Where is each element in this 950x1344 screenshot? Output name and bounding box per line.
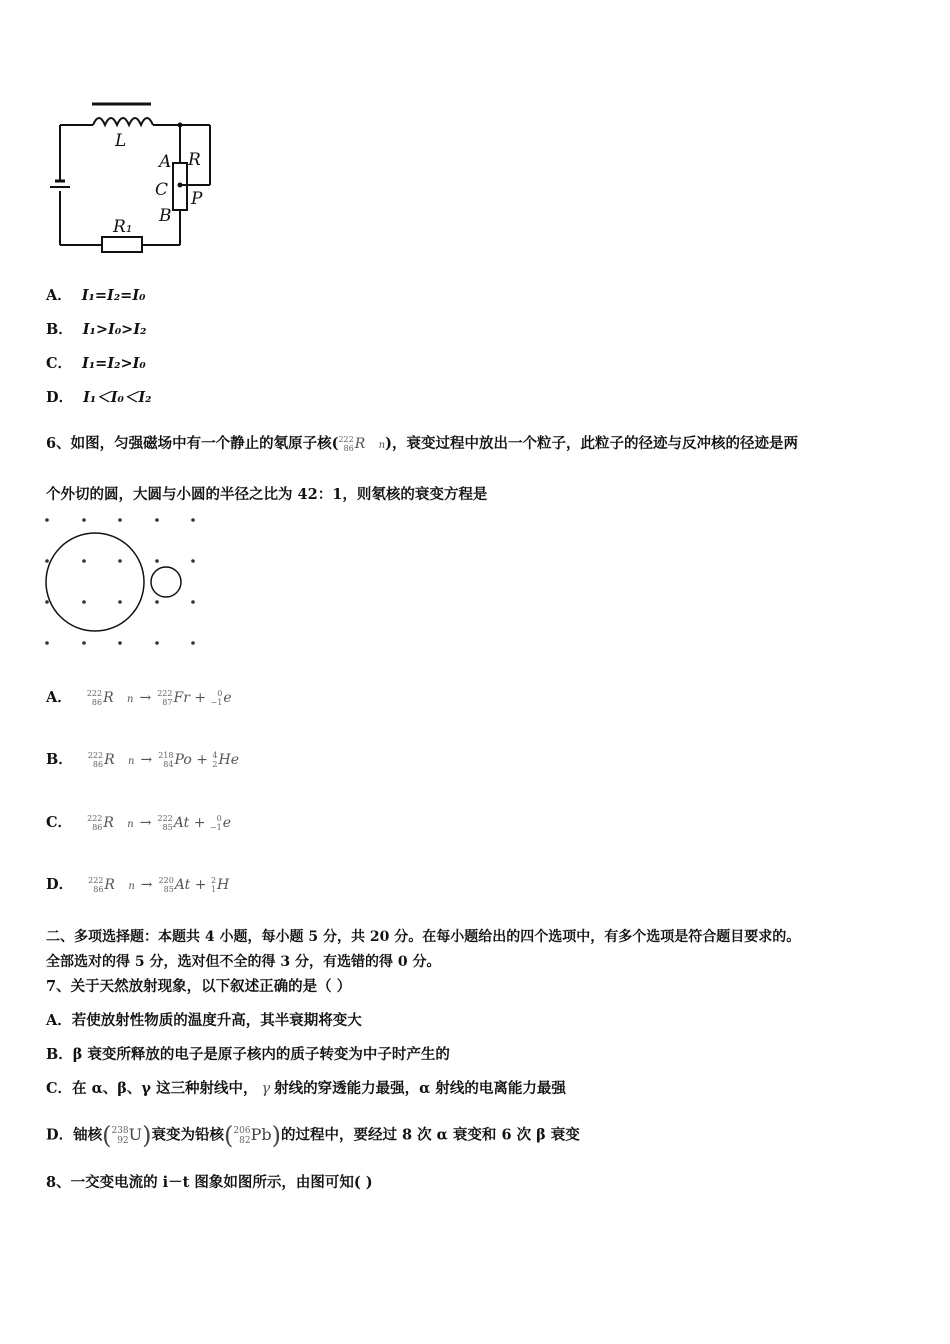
q5-option-d: D． I₁＜I₀＜I₂ [46,389,152,406]
field-dot [82,518,86,522]
magnetic-field-figure [40,513,205,653]
q8-stem: 8、一交变电流的 i－t 图象如图所示，由图可知( ) [46,1174,373,1191]
q6-option-c: C． 222 86R n → 222 85At + 0 −1e [46,814,231,832]
label-L: L [115,131,127,151]
field-dot [45,600,49,604]
field-dot [191,518,195,522]
field-dot [118,518,122,522]
q5-option-a: A． I₁=I₂=I₀ [46,287,146,304]
field-dot [45,559,49,563]
q7-option-d: D．铀核(238 92U)衰变为铅核(206 82Pb)的过程中，要经过 8 次 α 衰变和 6 次 β 衰变 [46,1121,580,1150]
gamma-symbol: γ [261,1081,271,1097]
q6-option-d: D． 222 86R n → 220 85At + 2 1H [46,876,230,894]
field-dot [155,600,159,604]
q7-option-c: C．在 α、β、γ 这三种射线中， γ 射线的穿透能力最强，α 射线的电离能力最强 [46,1080,566,1097]
uranium-nuclide: (238 92U) [102,1121,152,1150]
q6-option-b: B． 222 86R n → 218 84Po + 4 2He [46,751,239,769]
q7-option-a: A．若使放射性物质的温度升高，其半衰期将变大 [46,1012,362,1029]
small-circle-track [151,567,181,597]
label-R1: R₁ [113,217,133,237]
q7-stem: 7、关于天然放射现象，以下叙述正确的是（ ） [46,978,352,995]
radon-nuclide: 222 86R n [338,435,386,453]
field-dot [82,559,86,563]
section2-line1: 二、多项选择题：本题共 4 小题，每小题 5 分，共 20 分。在每小题给出的四个选项中，有多个选项是符合题目要求的。 [46,929,801,945]
q6a-product1: 222 87Fr [157,689,190,707]
field-dot [155,518,159,522]
label-B: B [159,206,172,226]
q5-option-b: B． I₁>I₀>I₂ [46,321,147,338]
field-dot [191,559,195,563]
q6-stem-line1: 6、如图，匀强磁场中有一个静止的氡原子核(222 86R n)，衰变过程中放出一个粒子，此粒子的径迹与反冲核的径迹是两 [46,435,798,453]
field-dot [45,641,49,645]
field-dot [82,600,86,604]
field-dot [118,641,122,645]
field-dot [45,518,49,522]
label-P: P [191,189,203,209]
label-A: A [159,152,172,172]
field-dot [155,559,159,563]
circuit-diagram [45,95,225,260]
q7-option-b: B．β 衰变所释放的电子是原子核内的质子转变为中子时产生的 [46,1046,450,1063]
field-dot [118,559,122,563]
q5-option-c: C． I₁=I₂>I₀ [46,355,146,372]
field-dot [118,600,122,604]
field-dot [191,641,195,645]
field-dot [191,600,195,604]
label-R: R [188,150,201,170]
label-C: C [155,180,169,200]
lead-nuclide: (206 82Pb) [224,1121,281,1150]
field-dots [45,518,195,645]
field-dot [82,641,86,645]
field-dot [155,641,159,645]
q6-stem-line2: 个外切的圆，大圆与小圆的半径之比为 42：1，则氡核的衰变方程是 [46,486,488,503]
q6-option-a: A． 222 86R n → 222 87Fr + 0 −1e [46,689,232,707]
large-circle-track [46,533,144,631]
section2-line2: 全部选对的得 5 分，选对但不全的得 3 分，有选错的得 0 分。 [46,954,441,970]
